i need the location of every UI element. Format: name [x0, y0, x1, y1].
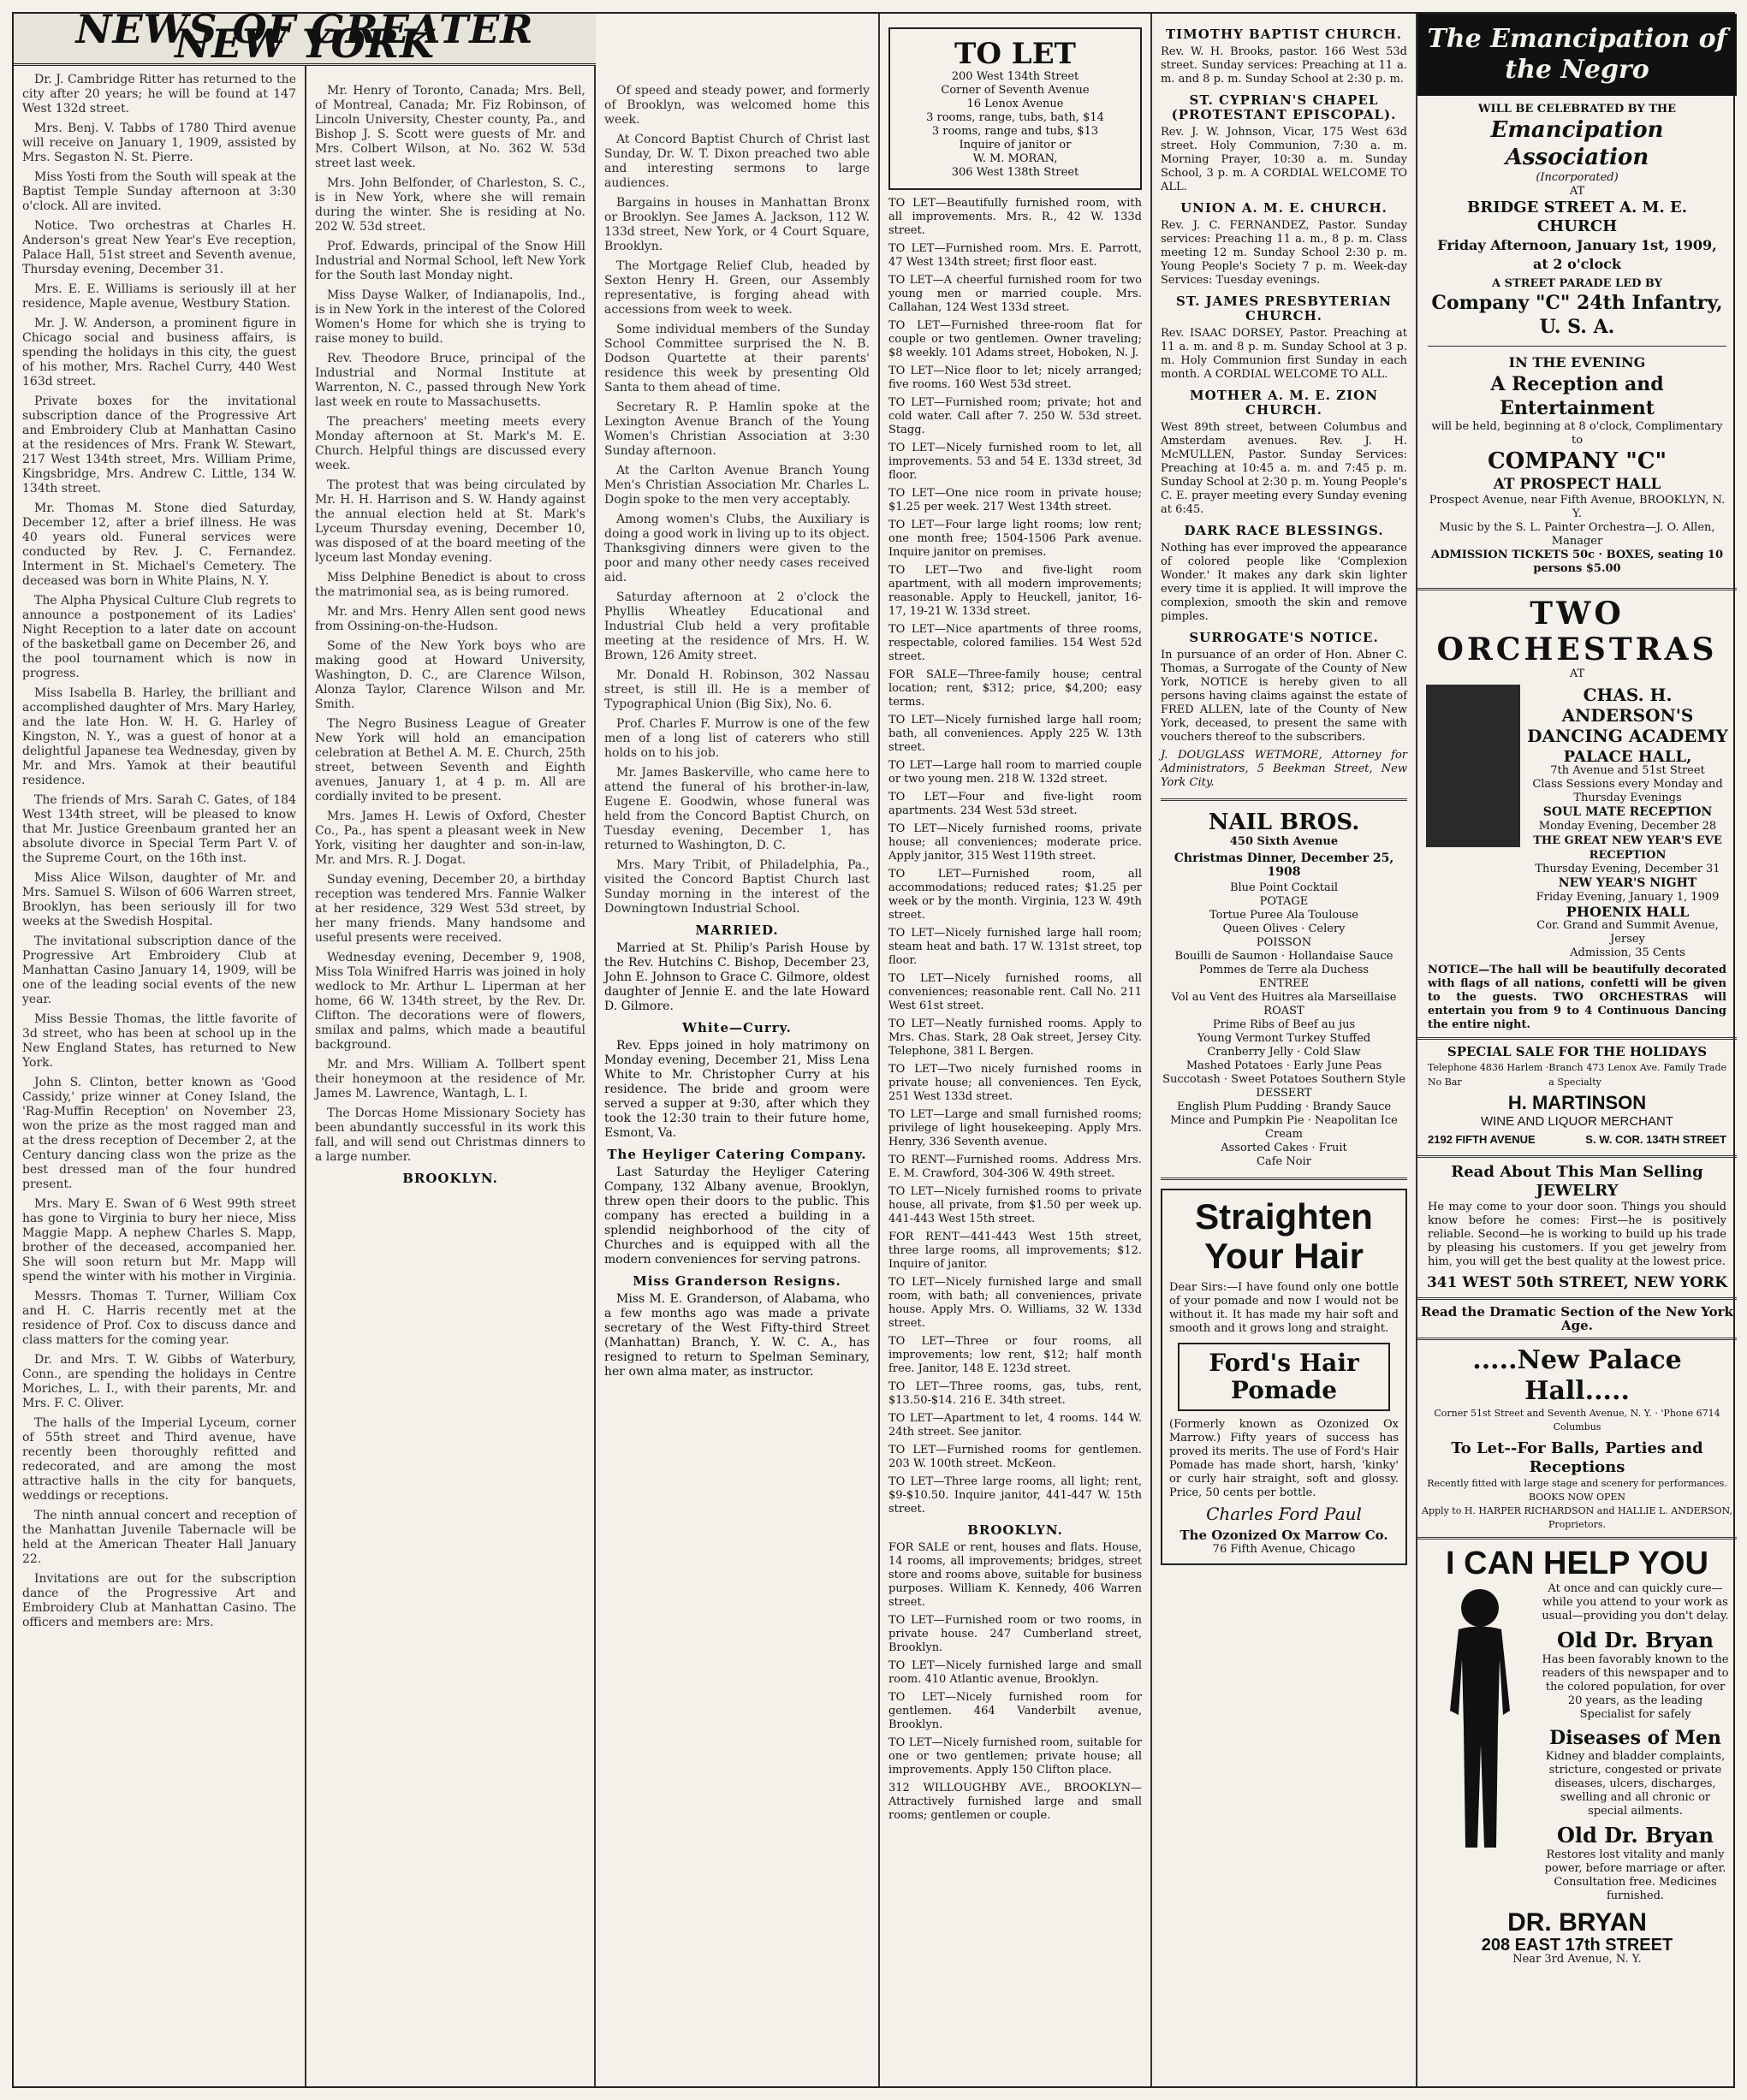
article-paragraph: Mr. Donald H. Robinson, 302 Nassau street, is still ill. He is a member of Typographical Union (Big Six), No. 6. — [604, 668, 870, 711]
rental-listing: TO LET—Four large light rooms; low rent; one month free; 1504-1506 Park avenue. Inquire janitor on premises. — [888, 519, 1142, 559]
article-paragraph: Mr. Thomas M. Stone died Saturday, December 12, after a brief illness. He was 40 years old. Funeral services were conducted by Rev. J. C. Fernandez. Interment in St. Michael's Cemetery. The deceased was born in White Plains, N. Y. — [22, 501, 296, 588]
column-2 — [306, 14, 596, 2086]
article-paragraph: Miss Delphine Benedict is about to cross the matrimonial sea, as is being rumored. — [315, 571, 585, 599]
church5-heading: MOTHER A. M. E. ZION CHURCH. — [1190, 388, 1378, 418]
to-let-ad-line: 16 Lenox Avenue — [966, 98, 1064, 110]
menu-item: ROAST — [1263, 1005, 1304, 1017]
article-paragraph: The preachers' meeting meets every Monday afternoon at St. Mark's M. E. Church. Helpful things are discussed every week. — [315, 415, 585, 472]
menu-item: Prime Ribs of Beef au jus — [1212, 1018, 1356, 1031]
catering-notice: Last Saturday the Heyliger Catering Company, 132 Albany avenue, Brooklyn, threw open their doors to the public. This company has erected a building in a splendid neighborhood of the city of Churches and is equipped with all the modern conveniences for serving patrons. — [604, 1166, 870, 1267]
association-name: Emancipation Association — [1490, 117, 1664, 170]
rental-listing: FOR SALE—Three-family house; central location; rent, $312; price, $4,200; easy terms. — [888, 668, 1142, 709]
article-paragraph: The halls of the Imperial Lyceum, corner of 55th street and Third avenue, have recently been thoroughly refitted and redecorated, and are among the most attractive halls in the city for banquets, weddings or receptions. — [22, 1416, 296, 1503]
article-paragraph: Mr. and Mrs. Henry Allen sent good news from Ossining-on-the-Hudson. — [315, 605, 585, 633]
fords-text: (Formerly known as Ozonized Ox Marrow.) Fifty years of success has proved its merits. The use of Ford's Hair Pomade has made short, harsh, 'kinky' or curly hair straight, soft and glossy. Price, 50 cents per bottle. — [1169, 1418, 1399, 1499]
surrogate-heading: SURROGATE'S NOTICE. — [1189, 630, 1379, 645]
rental-listing: TO LET—Apartment to let, 4 rooms. 144 W. 24th street. See janitor. — [888, 1412, 1142, 1439]
catering-heading: The Heyliger Catering Company. — [607, 1147, 867, 1162]
brooklyn-listing: FOR SALE or rent, houses and flats. House, 14 rooms, all improvements; bridges, street store and rooms above, suitable for business purposes. William K. Kennedy, 406 Warren street. — [888, 1541, 1142, 1609]
brooklyn-listings-heading: BROOKLYN. — [967, 1522, 1063, 1538]
menu-item: DESSERT — [1256, 1087, 1312, 1100]
article-paragraph: The invitational subscription dance of the Progressive Art Embroidery Club at Manhattan Casino January 14, 1909, will be one of the leading social events of the new year. — [22, 934, 296, 1006]
attorney-line: J. DOUGLASS WETMORE, Attorney for Administrators, 5 Beekman Street, New York City. — [1161, 749, 1407, 789]
rental-listing: TO LET—Three or four rooms, all improvements; low rent, $12; half month free. Janitor, 148 E. 123d street. — [888, 1335, 1142, 1375]
article-paragraph: Miss Isabella B. Harley, the brilliant and accomplished daughter of Mrs. Mary Harley, and the late Hon. W. H. G. Harley of Kingston, N. Y., was a guest of honor at a delightful Japanese tea Wednesday, given by Mr. and Mrs. Yamok at their beautiful residence. — [22, 686, 296, 787]
company-c-infantry: Company "C" 24th Infantry, U. S. A. — [1431, 292, 1723, 338]
nail-bros-address: 450 Sixth Avenue — [1229, 835, 1339, 848]
dramatic-section: Read the Dramatic Section of the New York Age. — [1421, 1304, 1733, 1333]
article-paragraph: Secretary R. P. Hamlin spoke at the Lexington Avenue Branch of the Young Women's Christian Association at 3:30 Sunday afternoon. — [604, 400, 870, 458]
to-let-title: TO LET — [954, 37, 1076, 71]
article-paragraph: The ninth annual concert and reception of the Manhattan Juvenile Tabernacle will be held at the American Theater Hall January 22. — [22, 1509, 296, 1566]
rental-listing: FOR RENT—441-443 West 15th street, three large rooms, all improvements; $12. Inquire of janitor. — [888, 1231, 1142, 1271]
fords-box — [1178, 1343, 1390, 1411]
article-paragraph: Some of the New York boys who are making good at Howard University, Washington, D. C., are Clarence Wilson, Alonza Taylor, Clarence Wilson and Mr. Smith. — [315, 639, 585, 711]
column-1-articles — [22, 73, 296, 1630]
lenox-branch: Branch 473 Lenox Ave. Family Trade a Specialty — [1548, 1062, 1726, 1088]
article-paragraph: Mrs. James H. Lewis of Oxford, Chester Co., Pa., has spent a pleasant week in New York, visiting her daughter and son-in-law, Mr. and Mrs. R. J. Dogat. — [315, 810, 585, 867]
rental-listing: TO LET—Furnished three-room flat for couple or two gentlemen. Owner traveling; $8 weekly. 101 Adams street, Hoboken, N. J. — [888, 319, 1142, 359]
column-3 — [596, 14, 880, 2086]
menu-item: Pommes de Terre ala Duchess — [1198, 964, 1370, 976]
menu-item: Mince and Pumpkin Pie · Neapolitan Ice Cream — [1170, 1114, 1398, 1141]
article-paragraph: At the Carlton Avenue Branch Young Men's Christian Association Mr. Charles L. Dogin spoke to the men very acceptably. — [604, 464, 870, 507]
rental-listing: TO LET—Nicely furnished large hall room; steam heat and bath. 17 W. 131st street, top floor. — [888, 927, 1142, 967]
brooklyn-listing: 312 WILLOUGHBY AVE., BROOKLYN—Attractively furnished large and small rooms; gentlemen or couple. — [888, 1782, 1142, 1822]
article-paragraph: Mr. James Baskerville, who came here to attend the funeral of his brother-in-law, Eugene E. Goodwin, whose funeral was held from the Concord Baptist Church, on Tuesday evening, December 1, has returned to Washington, D. C. — [604, 766, 870, 852]
ox-marrow-address: 76 Fifth Avenue, Chicago — [1212, 1543, 1356, 1556]
rental-listing: TO LET—Two and five-light room apartment, with all modern improvements; reasonable. Apply to Heuckell, janitor, 16-17, 19-21 W. 133d street. — [888, 564, 1142, 618]
article-paragraph: Miss Yosti from the South will speak at the Baptist Temple Sunday afternoon at 3:30 o'clock. All are invited. — [22, 170, 296, 213]
article-paragraph: Mr. and Mrs. William A. Tollbert spent their honeymoon at the residence of Mr. James M. Lawrence, Wantagh, L. I. — [315, 1058, 585, 1100]
diseases-text: Kidney and bladder complaints, stricture, congested or private diseases, ulcers, discharges, swelling and all chronic or special ailments. — [1545, 1750, 1726, 1818]
palace-hall: PALACE HALL, — [1563, 748, 1692, 766]
menu-item: POISSON — [1256, 936, 1312, 949]
resign-heading: Miss Granderson Resigns. — [633, 1273, 841, 1289]
menu-item: Tortue Puree Ala Toulouse — [1209, 909, 1358, 922]
rental-listing: TO LET—Nicely furnished room to let, all improvements. 53 and 54 E. 133d street, 3d floor. — [888, 442, 1142, 482]
nye-date: Thursday Evening, December 31 — [1535, 863, 1720, 875]
rental-listing: TO LET—Three large rooms, all light; rent, $9-$10.50. Inquire janitor, 441-447 W. 15th street. — [888, 1475, 1142, 1516]
menu-item: Vol au Vent des Huitres ala Marseillaise — [1171, 991, 1397, 1004]
article-paragraph: Miss Dayse Walker, of Indianapolis, Ind., is in New York in the interest of the Colored Women's Home for which she is trying to raise money to build. — [315, 288, 585, 346]
married-notice: Married at St. Philip's Parish House by the Rev. Hutchins C. Bishop, December 23, John E. Johnson to Grace C. Gilmore, oldest daughter of Jennie E. and the late Howard D. Gilmore. — [604, 941, 870, 1013]
anderson-portrait — [1426, 685, 1520, 847]
bryan-text: Has been favorably known to the readers of this newspaper and to the colored population, for over 20 years, as the leading Specialist for safely — [1542, 1653, 1729, 1721]
martinson-corner: S. W. COR. 134TH STREET — [1585, 1133, 1726, 1146]
article-paragraph: Mrs. E. E. Williams is seriously ill at her residence, Maple avenue, Westbury Station. — [22, 282, 296, 311]
diseases-of-men: Diseases of Men — [1549, 1727, 1721, 1749]
menu-item: English Plum Pudding · Brandy Sauce — [1176, 1100, 1392, 1113]
new-palace-apply: Apply to H. HARPER RICHARDSON and HALLIE L. ANDERSON, Proprietors. — [1422, 1505, 1732, 1530]
bryan2-text: Restores lost vitality and manly power, before marriage or after. Consultation free. Medicines furnished. — [1544, 1848, 1726, 1902]
married-heading: MARRIED. — [695, 922, 779, 938]
two-orchestras: TWO ORCHESTRAS — [1436, 596, 1718, 667]
article-paragraph: At Concord Baptist Church of Christ last Sunday, Dr. W. T. Dixon preached two able and interesting sermons to large audiences. — [604, 133, 870, 190]
to-let-ad-line: 306 West 138th Street — [951, 166, 1079, 179]
to-let-ad-line: 3 rooms, range and tubs, $13 — [931, 125, 1099, 138]
article-paragraph: Bargains in houses in Manhattan Bronx or Brooklyn. See James A. Jackson, 112 W. 133d street, New York, or 4 Court Square, Brooklyn. — [604, 196, 870, 253]
menu-item: Young Vermont Turkey Stuffed — [1197, 1032, 1371, 1045]
newspaper-page — [12, 6, 1735, 2088]
column-6 — [1417, 14, 1737, 2086]
article-paragraph: Private boxes for the invitational subscription dance of the Progressive Art and Embroidery Club at Manhattan Casino at the residences of Mrs. Frank W. Stewart, 217 West 134th street, Mrs. William Prime, Kingsbridge, Mrs. Andrew C. Little, 134 W. 134th street. — [22, 394, 296, 495]
article-paragraph: Of speed and steady power, and formerly of Brooklyn, was welcomed home this week. — [604, 84, 870, 127]
article-paragraph: Prof. Edwards, principal of the Snow Hill Industrial and Normal School, left New York for the South last Monday night. — [315, 240, 585, 282]
to-let-ad-line: Corner of Seventh Avenue — [941, 84, 1090, 97]
company-c: COMPANY "C" — [1487, 448, 1667, 474]
menu-item: Mashed Potatoes · Early June Peas — [1185, 1059, 1382, 1072]
rental-listing: TO LET—One nice room in private house; $1.25 per week. 217 West 134th street. — [888, 487, 1142, 513]
to-let-ad-line: 3 rooms, range, tubs, bath, $14 — [926, 111, 1104, 124]
masthead: NEWS OF GREATER NEW YORK — [14, 14, 596, 66]
article-paragraph: Prof. Charles F. Murrow is one of the few men of a long list of caterers who still holds on to his job. — [604, 717, 870, 760]
tickets-line: ADMISSION TICKETS 50c · BOXES, seating 10 persons $5.00 — [1430, 549, 1724, 575]
rental-listings — [888, 197, 1142, 1516]
rental-listing: TO LET—Furnished room; private; hot and cold water. Call after 7. 250 W. 53d street. Stagg. — [888, 396, 1142, 436]
rental-listing: TO LET—Two nicely furnished rooms in private house; all conveniences. Ten Eyck, 251 West 133d street. — [888, 1063, 1142, 1103]
rental-listing: TO LET—Nice apartments of three rooms, respectable, colored families. 154 West 52d street. — [888, 623, 1142, 663]
rental-listing: TO LET—Three rooms, gas, tubs, rent, $13.50-$14. 216 E. 34th street. — [888, 1380, 1142, 1407]
article-paragraph: Rev. Theodore Bruce, principal of the Industrial and Normal Institute at Warrenton, N. C., passed through New York last week en route to Massachusetts. — [315, 352, 585, 409]
i-can-help-you: I CAN HELP YOU — [1446, 1545, 1708, 1581]
straighten-title-1: Straighten — [1195, 1196, 1373, 1237]
to-let-balls: To Let--For Balls, Parties and Receptions — [1451, 1439, 1703, 1476]
prospect-hall-address: Prospect Avenue, near Fifth Avenue, BROOKLYN, N. Y. — [1429, 494, 1726, 520]
church1-text: Rev. W. H. Brooks, pastor. 166 West 53d street. Sunday services: Preaching at 11 a. m. and 8 p. m. Sunday School at 2:30 p. m. — [1161, 45, 1407, 86]
rental-listing: TO LET—A cheerful furnished room for two young men or married couple. Mrs. Callahan, 124 West 133d street. — [888, 274, 1142, 314]
column-4 — [880, 14, 1152, 2086]
menu-item: Cafe Noir — [1257, 1155, 1311, 1168]
rental-listing: TO LET—Nicely furnished rooms to private house, all private, from $1.50 per week up. 441-443 West 15th street. — [888, 1185, 1142, 1225]
special-sale: SPECIAL SALE FOR THE HOLIDAYS — [1447, 1044, 1708, 1059]
prospect-hall: AT PROSPECT HALL — [1493, 476, 1661, 493]
menu-item: POTAGE — [1259, 895, 1309, 908]
anderson-academy: CHAS. H. ANDERSON'S DANCING ACADEMY — [1527, 685, 1728, 746]
evening-label: IN THE EVENING — [1508, 354, 1646, 371]
church4-heading: ST. JAMES PRESBYTERIAN CHURCH. — [1176, 294, 1392, 323]
rental-listing: TO LET—Beautifully furnished room, with all improvements. Mrs. R., 42 W. 133d street. — [888, 197, 1142, 237]
church2-heading: ST. CYPRIAN'S CHAPEL (PROTESTANT EPISCOPAL). — [1171, 92, 1397, 122]
ox-marrow-company: The Ozonized Ox Marrow Co. — [1180, 1528, 1388, 1543]
church1-heading: TIMOTHY BAPTIST CHURCH. — [1165, 27, 1403, 42]
to-let-ad-line: W. M. MORAN, — [972, 152, 1058, 165]
article-paragraph: Messrs. Thomas T. Turner, William Cox and H. C. Harris recently met at the residence of Prof. Cox to discuss dance and class matters for the coming year. — [22, 1290, 296, 1347]
article-paragraph: The Negro Business League of Greater New York will hold an emancipation celebration at Bethel A. M. E. Church, 25th street, between Seventh and Eighth avenues, January 1, at 4 p. m. All are cordially invited to be present. — [315, 717, 585, 804]
rental-listing: TO LET—Furnished room. Mrs. E. Parrott, 47 West 134th street; first floor east. — [888, 242, 1142, 269]
column-5 — [1152, 14, 1417, 2086]
article-paragraph: Sunday evening, December 20, a birthday reception was tendered Mrs. Fannie Walker at her residence, 329 West 53d street, by her many friends. Many handsome and useful presents were received. — [315, 873, 585, 945]
article-paragraph: Mr. Henry of Toronto, Canada; Mrs. Bell, of Montreal, Canada; Mr. Fiz Robinson, of Lincoln University, Chester county, Pa., and Bishop J. S. Scott were guests of Mr. and Mrs. Colbert Wilson, at No. 362 W. 53d street last week. — [315, 84, 585, 170]
column-2-articles — [315, 84, 585, 1165]
to-let-ad-lines — [899, 70, 1132, 180]
article-paragraph: Miss Bessie Thomas, the little favorite of 3d street, who has been at school up in the New England States, has returned to New York. — [22, 1012, 296, 1070]
church4-text: Rev. ISAAC DORSEY, Pastor. Preaching at 11 a. m. and 8 p. m. Sunday School at 3 p. m. Holy Communion first Sunday in each month. A CORDIAL WELCOME TO ALL. — [1161, 327, 1407, 381]
article-paragraph: Mrs. Benj. V. Tabbs of 1780 Third avenue will receive on January 1, 1909, assisted by Mrs. Segaston N. St. Pierre. — [22, 122, 296, 164]
dark-race-heading: DARK RACE BLESSINGS. — [1184, 523, 1384, 538]
article-paragraph: Dr. and Mrs. T. W. Gibbs of Waterbury, Conn., are spending the holidays in Centre Moriches, L. I., with their parents, Mr. and Mrs. F. C. Oliver. — [22, 1353, 296, 1410]
music-line: Music by the S. L. Painter Orchestra—J. O. Allen, Manager — [1439, 521, 1715, 548]
article-paragraph: Saturday afternoon at 2 o'clock the Phyllis Wheatley Educational and Industrial Club held a very profitable meeting at the residence of Mrs. H. W. Brown, 126 Amity street. — [604, 590, 870, 662]
new-years-night-date: Friday Evening, January 1, 1909 — [1536, 891, 1720, 904]
new-palace-note: Recently fitted with large stage and scenery for performances. BOOKS NOW OPEN — [1427, 1478, 1727, 1503]
column-3-articles — [604, 84, 870, 917]
brooklyn-listing: TO LET—Nicely furnished room for gentlemen. 464 Vanderbilt avenue, Brooklyn. — [888, 1691, 1142, 1731]
street-parade: A STREET PARADE LED BY — [1492, 277, 1662, 290]
dr-bryan: DR. BRYAN — [1507, 1908, 1647, 1937]
wine-merchant: WINE AND LIQUOR MERCHANT — [1480, 1114, 1673, 1129]
rental-listing: TO LET—Nicely furnished rooms, private house; all conveniences; moderate price. Apply janitor, 315 West 119th street. — [888, 822, 1142, 863]
church3-text: Rev. J. C. FERNANDEZ, Pastor. Sunday services: Preaching 11 a. m., 8 p. m. Class meeting 12 m. Sunday School 2:30 p. m. Young People's Society 7 p. m. Week-day Services: Tuesday evenings. — [1161, 219, 1407, 287]
church3-heading: UNION A. M. E. CHURCH. — [1180, 200, 1387, 216]
rental-listing: TO LET—Furnished rooms for gentlemen. 203 W. 100th street. McKeon. — [888, 1444, 1142, 1470]
old-dr-bryan-1: Old Dr. Bryan — [1557, 1628, 1714, 1652]
menu-item: ENTREE — [1258, 977, 1310, 990]
soul-mate-date: Monday Evening, December 28 — [1538, 820, 1717, 833]
jewelry-heading: Read About This Man Selling JEWELRY — [1451, 1163, 1703, 1200]
new-years-night: NEW YEAR'S NIGHT — [1558, 876, 1697, 890]
rental-listing: TO LET—Neatly furnished rooms. Apply to Mrs. Chas. Stark, 28 Oak street, Jersey City. Telephone, 381 L Bergen. — [888, 1017, 1142, 1058]
jewelry-address: 341 WEST 50th STREET, NEW YORK — [1426, 1274, 1728, 1291]
menu-item: Bouilli de Saumon · Hollandaise Sauce — [1174, 950, 1393, 963]
celebrated-by: WILL BE CELEBRATED BY THE — [1477, 103, 1677, 116]
soul-mate-reception: SOUL MATE RECEPTION — [1542, 805, 1713, 819]
martinson-name: H. MARTINSON — [1507, 1092, 1647, 1113]
article-paragraph: Some individual members of the Sunday School Committee surprised the N. B. Dodson Quartette at their parents' residence this week by presenting Old Santa to them ahead of time. — [604, 323, 870, 394]
incorporated: (Incorporated) — [1536, 171, 1619, 184]
article-paragraph: The Dorcas Home Missionary Society has been abundantly successful in its work this fall, and will send out Christmas dinners to a large number. — [315, 1106, 585, 1164]
menu-item: Cranberry Jelly · Cold Slaw — [1207, 1046, 1361, 1059]
church5-text: West 89th street, between Columbus and Amsterdam avenues. Rev. J. H. McMULLEN, Pastor. Sunday Services: Preaching at 10:45 a. m. and 7:45 p. m. Sunday School at 2:30 p. m. Young People's C. E. prayer meeting every Sunday evening at 6:45. — [1161, 421, 1407, 516]
celebration-date: Friday Afternoon, January 1st, 1909, at 2 o'clock — [1437, 237, 1717, 272]
straighten-title-2: Your Hair — [1204, 1236, 1364, 1276]
signature: Charles Ford Paul — [1206, 1504, 1362, 1524]
martinson-address: 2192 FIFTH AVENUE — [1428, 1133, 1536, 1146]
article-paragraph: Mrs. John Belfonder, of Charleston, S. C., is in New York, where she will remain during the winter. She is residing at No. 202 W. 53d street. — [315, 176, 585, 234]
church2-text: Rev. J. W. Johnson, Vicar, 175 West 63d street. Holy Communion, 7:30 a. m. Morning Prayer, 10:30 a. m. Sunday School, 3 p. m. A CORDIAL WELCOME TO ALL. — [1161, 126, 1407, 193]
surrogate-text: In pursuance of an order of Hon. Abner C. Thomas, a Surrogate of the County of New York, NOTICE is hereby given to all persons having claims against the estate of FRED ALLEN, late of the County of New York, deceased, to present the same with vouchers thereof to the subscribers. — [1161, 649, 1407, 744]
hair-pomade-ad — [1161, 1189, 1407, 1565]
dr-bryan-address: 208 EAST 17th STREET — [1481, 1936, 1673, 1955]
bridge-street-church: BRIDGE STREET A. M. E. CHURCH — [1467, 199, 1687, 235]
class-sessions: Class Sessions every Monday and Thursday Evenings — [1532, 778, 1723, 804]
help-sub: At once and can quickly cure—while you attend to your work as usual—providing you don't delay. — [1542, 1582, 1729, 1622]
palace-address: 7th Avenue and 51st Street — [1550, 764, 1705, 777]
to-let-ad-line: Inquire of janitor or — [959, 139, 1072, 151]
brooklyn-listing: TO LET—Nicely furnished room, suitable for one or two gentlemen; private house; all improvements. Apply 150 Clifton place. — [888, 1736, 1142, 1777]
nye-reception: THE GREAT NEW YEAR'S EVE RECEPTION — [1533, 834, 1722, 862]
menu-item: Blue Point Cocktail — [1229, 881, 1339, 894]
brooklyn-listing: TO LET—Furnished room or two rooms, in private house. 247 Cumberland street, Brooklyn. — [888, 1614, 1142, 1654]
emancipation-banner: The Emancipation of the Negro — [1417, 14, 1737, 96]
article-paragraph: The protest that was being circulated by Mr. H. H. Harrison and S. W. Handy against the annual election held at St. Mark's Lyceum Thursday evening, December 10, was disposed of at the board meeting of the lyceum last Monday evening. — [315, 478, 585, 565]
telephone-harlem: Telephone 4836 Harlem · No Bar — [1428, 1062, 1549, 1088]
menu-item: Assorted Cakes · Fruit — [1221, 1142, 1347, 1154]
nail-bros-heading: NAIL BROS. — [1208, 810, 1360, 835]
straighten-text: Dear Sirs:—I have found only one bottle of your pomade and now I would not be without it. It has made my hair soft and smooth and it grows long and straight. — [1169, 1281, 1399, 1335]
hall-notice: NOTICE—The hall will be beautifully decorated with flags of all nations, confetti will be given to the guests. TWO ORCHESTRAS will entertain you from 9 to 4 Continuous Dancing the entire night. — [1428, 964, 1726, 1031]
to-let-ad — [888, 27, 1142, 190]
article-paragraph: Mr. J. W. Anderson, a prominent figure in Chicago social and business affairs, is spending the holidays in this city, the guest of his mother, Mrs. Rachel Curry, 440 West 163d street. — [22, 317, 296, 389]
rental-listing: TO LET—Large hall room to married couple or two young men. 218 W. 132d street. — [888, 759, 1142, 786]
article-paragraph: John S. Clinton, better known as 'Good Cassidy,' prize winner at Coney Island, the 'Rag-Muffin Reception' on November 23, won the prize as the most ragged man and at the dress reception of December 2, at the Century dancing class won the prize as the best dressed man of the four hundred present. — [22, 1076, 296, 1191]
menu-item: Queen Olives · Celery — [1222, 922, 1346, 935]
admission: Admission, 35 Cents — [1570, 946, 1685, 959]
article-paragraph: Dr. J. Cambridge Ritter has returned to the city after 20 years; he will be found at 147 West 132d street. — [22, 73, 296, 116]
old-dr-bryan-2: Old Dr. Bryan — [1557, 1823, 1714, 1848]
at-label: AT — [1569, 185, 1585, 198]
article-paragraph: Among women's Clubs, the Auxiliary is doing a good work in living up to its object. Thanksgiving dinners were given to the poor and many other needy cases received aid. — [604, 513, 870, 584]
phoenix-hall: PHOENIX HALL — [1566, 904, 1690, 920]
reception-title: A Reception and Entertainment — [1490, 373, 1664, 419]
figure-silhouette — [1424, 1582, 1536, 1907]
article-paragraph: The Alpha Physical Culture Club regrets to announce a postponement of its Ladies' Night Reception to a later date on account of the basketball game on December 26, and the pool tournament which is now in progress. — [22, 594, 296, 680]
christmas-dinner-title: Christmas Dinner, December 25, 1908 — [1174, 851, 1394, 879]
rental-listing: TO RENT—Furnished rooms. Address Mrs. E. M. Crawford, 304-306 W. 49th street. — [888, 1154, 1142, 1180]
rental-listing: TO LET—Nicely furnished rooms, all conveniences; reasonable rent. Call No. 211 West 61st street. — [888, 972, 1142, 1012]
resign-notice: Miss M. E. Granderson, of Alabama, who a few months ago was made a private secretary of the West Fifty-third Street (Manhattan) Branch, Y. W. C. A., has resigned to return to Spelman Seminary, her own alma mater, as instructor. — [604, 1292, 870, 1379]
wedding-notice: Rev. Epps joined in holy matrimony on Monday evening, December 21, Miss Lena White to Mr. Christopher Curry at his residence. The bride and groom were served a supper at 9:30, after which they took the 12:30 train to their future home, Esmont, Va. — [604, 1039, 870, 1140]
dark-race-text: Nothing has ever improved the appearance of colored people like 'Complexion Wonder.' It makes any dark skin lighter every time it is applied. It will improve the complexion, smooth the skin and remove pimples. — [1161, 542, 1407, 623]
brooklyn-heading: BROOKLYN. — [402, 1171, 498, 1186]
rental-listing: TO LET—Nicely furnished large and small room, with bath; all conveniences, private house. Apply Mrs. O. Williams, 32 W. 133d street. — [888, 1276, 1142, 1330]
to-let-ad-line: 200 West 134th Street — [951, 70, 1079, 83]
rental-listing: TO LET—Large and small furnished rooms; privilege of light housekeeping. Apply Mrs. Henry, 336 Seventh avenue. — [888, 1108, 1142, 1148]
rental-listing: TO LET—Four and five-light room apartments. 234 West 53d street. — [888, 791, 1142, 817]
article-paragraph: Invitations are out for the subscription dance of the Progressive Art and Embroidery Club at Manhattan Casino. The officers and members are: Mrs. — [22, 1572, 296, 1629]
article-paragraph: The friends of Mrs. Sarah C. Gates, of 184 West 134th street, will be pleased to know that Mr. Justice Greenbaum granted her an absolute divorce in Special Term Part V. of the Supreme Court, on the 16th inst. — [22, 793, 296, 865]
brooklyn-listings — [888, 1541, 1142, 1823]
at-label-2: AT — [1569, 667, 1585, 680]
phoenix-address: Cor. Grand and Summit Avenue, Jersey — [1536, 919, 1719, 946]
menu-item: Succotash · Sweet Potatoes Southern Style — [1162, 1073, 1405, 1086]
new-palace-address: Corner 51st Street and Seventh Avenue, N. Y. · 'Phone 6714 Columbus — [1434, 1408, 1720, 1433]
dr-bryan-near: Near 3rd Avenue, N. Y. — [1512, 1953, 1642, 1966]
article-paragraph: The Mortgage Relief Club, headed by Sexton Henry H. Green, our Assembly representative, is forging ahead with accessions from week to week. — [604, 259, 870, 317]
brooklyn-listing: TO LET—Nicely furnished large and small room. 410 Atlantic avenue, Brooklyn. — [888, 1659, 1142, 1686]
article-paragraph: Notice. Two orchestras at Charles H. Anderson's great New Year's Eve reception, Palace Hall, 51st street and Seventh avenue, Thursday evening, December 31. — [22, 219, 296, 276]
rental-listing: TO LET—Nicely furnished large hall room; bath, all conveniences. Apply 225 W. 13th street. — [888, 714, 1142, 754]
article-paragraph: Miss Alice Wilson, daughter of Mr. and Mrs. Samuel S. Wilson of 606 Warren street, Brooklyn, has been seriously ill for two weeks at the Swedish Hospital. — [22, 871, 296, 928]
jewelry-text: He may come to your door soon. Things you should know before he comes: First—he is positively reliable. Second—he is working to build up his trade by pleasing his customers. If you get jewelry from him, you will get the best quality at the lowest price. — [1428, 1201, 1726, 1268]
article-paragraph: Mrs. Mary E. Swan of 6 West 99th street has gone to Virginia to bury her niece, Miss Maggie Mapp. A nephew Charles S. Mapp, brother of the deceased, accompanied her. She will soon return but Mr. Mapp will spend the winter with his mother in Virginia. — [22, 1197, 296, 1284]
rental-listing: TO LET—Nice floor to let; nicely arranged; five rooms. 160 West 53d street. — [888, 365, 1142, 391]
article-paragraph: Mrs. Mary Tribit, of Philadelphia, Pa., visited the Concord Baptist Church last Sunday morning in the interest of the Downingtown Industrial School. — [604, 858, 870, 916]
new-palace-hall: .....New Palace Hall..... — [1472, 1345, 1682, 1406]
dinner-menu — [1161, 881, 1407, 1169]
reception-sub: will be held, beginning at 8 o'clock, Complimentary to — [1431, 420, 1723, 447]
wedding-heading: White—Curry. — [682, 1020, 792, 1035]
rental-listing: TO LET—Furnished room, all accommodations; reduced rates; $1.25 per week or by the month. Virginia, 123 W. 49th street. — [888, 868, 1142, 922]
article-paragraph: Wednesday evening, December 9, 1908, Miss Tola Winifred Harris was joined in holy wedlock to Mr. Arthur L. Liperman at her home, 66 W. 134th street, by the Rev. Dr. Clifton. The decorations were of flowers, smilax and palms, which made a beautiful background. — [315, 951, 585, 1052]
fords-title: Ford's Hair Pomade — [1209, 1349, 1359, 1404]
